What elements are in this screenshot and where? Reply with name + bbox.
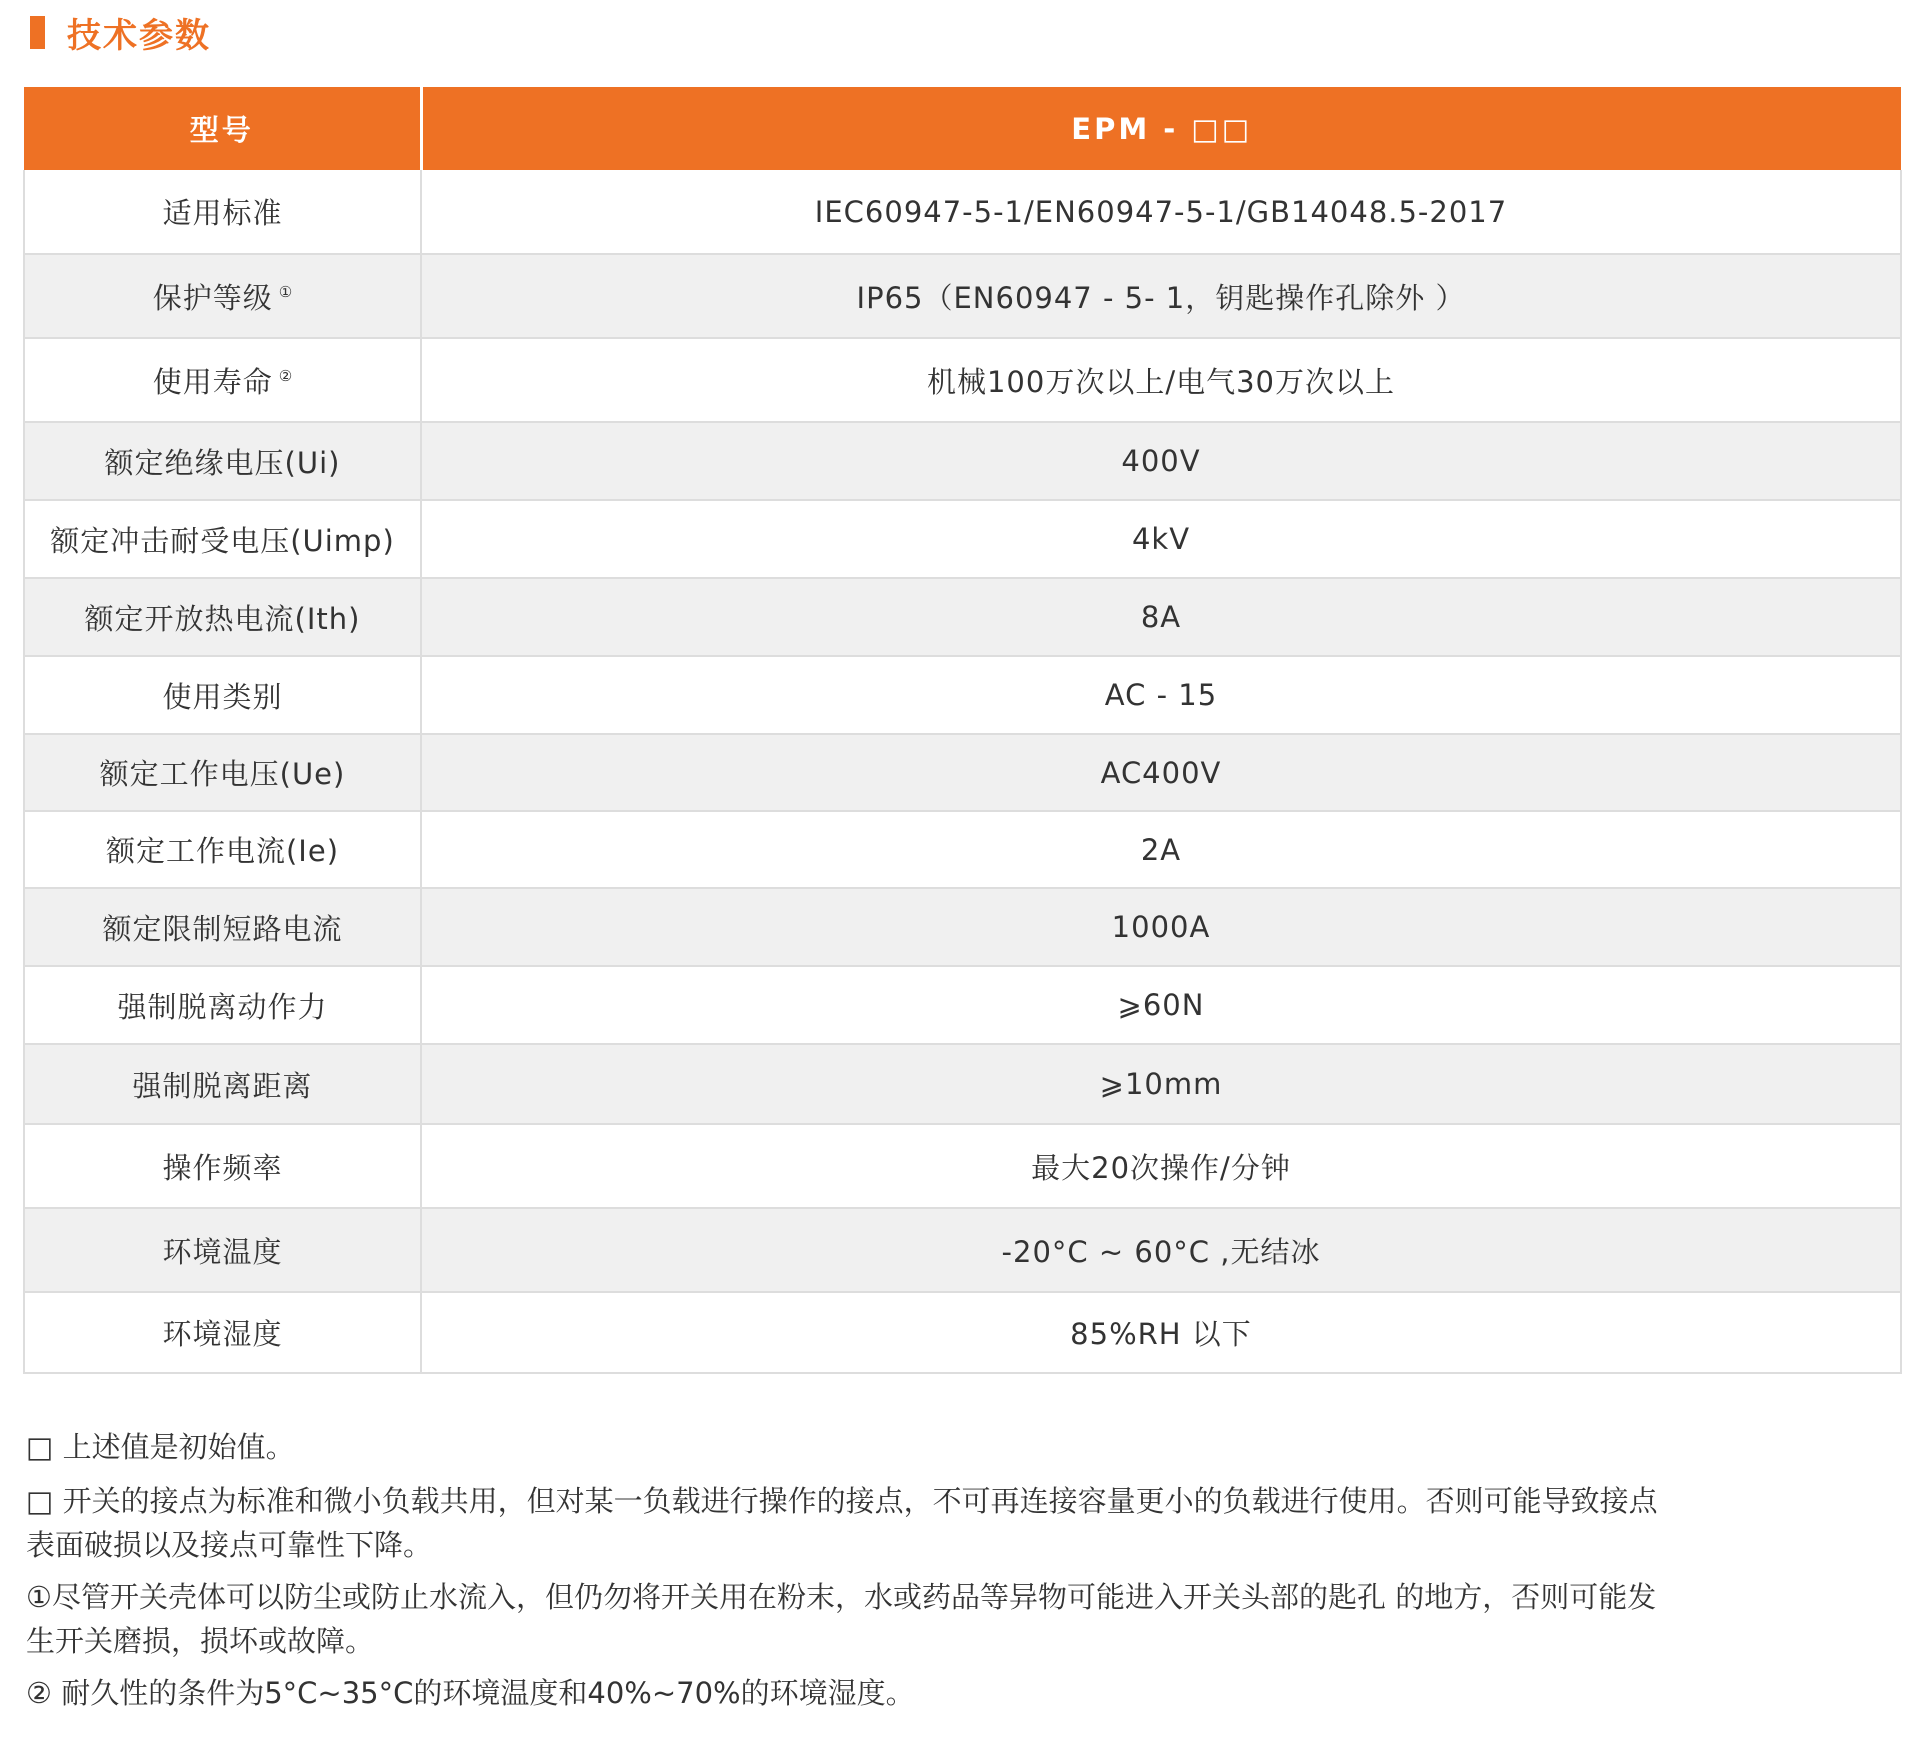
table-row [24, 578, 1901, 656]
table-row [24, 656, 1901, 734]
table-row [24, 500, 1901, 578]
table-row [24, 338, 1901, 422]
param-value: 2A [421, 811, 1901, 888]
param-value: 400V [421, 422, 1901, 500]
param-value: IEC60947-5-1/EN60947-5-1/GB14048.5-2017 [421, 170, 1901, 254]
param-label-text: 额定工作电压(Ue) [99, 757, 346, 791]
param-label [24, 1124, 421, 1208]
param-label [24, 1208, 421, 1292]
param-label [24, 1044, 421, 1124]
table-row [24, 734, 1901, 811]
param-label-text: 环境湿度 [162, 1317, 283, 1351]
param-label [24, 966, 421, 1044]
table-row [24, 888, 1901, 966]
note-durability: ② 耐久性的条件为5°C~35°C的环境温度和40%~70%的环境湿度。 [26, 1676, 915, 1710]
header-model: EPM - □□ [421, 87, 1901, 170]
param-label [24, 734, 421, 811]
note-contact-load: □ 开关的接点为标准和微小负载共用，但对某一负载进行操作的接点，不可再连接容量更小的负载进行使用。否则可能导致接点表面破损以及接点可靠性下降。 [26, 1484, 1658, 1562]
table-row [24, 811, 1901, 888]
param-value: 最大20次操作/分钟 [421, 1124, 1901, 1208]
spec-table-body [24, 170, 1901, 1373]
param-label-text: 保护等级 [152, 280, 273, 315]
section-title-text: 技术参数 [67, 15, 211, 56]
param-label-text: 使用类别 [162, 679, 283, 714]
param-label [24, 811, 421, 888]
table-row [24, 170, 1901, 254]
param-value: ⩾60N [421, 966, 1901, 1044]
table-row [24, 422, 1901, 500]
param-value: 4kV [421, 500, 1901, 578]
param-label [24, 888, 421, 966]
table-row [24, 1044, 1901, 1124]
param-value: 1000A [421, 888, 1901, 966]
param-value: 85%RH 以下 [421, 1292, 1901, 1373]
param-value: IP65（EN60947 - 5- 1，钥匙操作孔除外 ） [421, 254, 1901, 338]
table-row [24, 966, 1901, 1044]
param-label [24, 338, 421, 422]
spec-table [23, 87, 1902, 1374]
footnote-mark: ② [278, 366, 293, 385]
param-label-text: 使用寿命 [152, 364, 273, 399]
param-label [24, 254, 421, 338]
param-value: AC400V [421, 734, 1901, 811]
table-row [24, 1208, 1901, 1292]
param-label-text: 额定冲击耐受电压(Uimp) [50, 523, 395, 558]
param-value: 机械100万次以上/电气30万次以上 [421, 338, 1901, 422]
section-title [30, 10, 211, 54]
param-label [24, 578, 421, 656]
param-label-text: 强制脱离距离 [132, 1068, 313, 1103]
param-label [24, 656, 421, 734]
param-label-text: 适用标准 [162, 196, 283, 230]
param-label-text: 环境温度 [162, 1234, 283, 1269]
notes [26, 1425, 1666, 1725]
param-label [24, 1292, 421, 1373]
header-label: 型号 [24, 87, 421, 170]
footnote-mark: ① [278, 282, 293, 301]
note-protection: ①尽管开关壳体可以防尘或防止水流入，但仍勿将开关用在粉末，水或药品等异物可能进入开关头部的匙孔 的地方，否则可能发生开关磨损，损坏或故障。 [26, 1580, 1657, 1658]
param-label [24, 422, 421, 500]
param-label [24, 500, 421, 578]
param-value: ⩾10mm [421, 1044, 1901, 1124]
table-row [24, 1124, 1901, 1208]
param-label-text: 额定开放热电流(Ith) [84, 601, 361, 636]
note-initial-values: □ 上述值是初始值。 [26, 1430, 295, 1464]
param-value: AC - 15 [421, 656, 1901, 734]
table-row [24, 1292, 1901, 1373]
param-label [24, 170, 421, 254]
param-label-text: 额定绝缘电压(Ui) [104, 445, 341, 480]
param-value: 8A [421, 578, 1901, 656]
title-accent-bar [30, 16, 45, 49]
param-label-text: 额定工作电流(Ie) [105, 834, 340, 868]
param-label-text: 额定限制短路电流 [102, 911, 343, 946]
table-row [24, 254, 1901, 338]
param-label-text: 强制脱离动作力 [117, 989, 328, 1024]
param-label-text: 操作频率 [162, 1150, 283, 1185]
table-header-row [24, 87, 1901, 170]
param-value: -20°C ~ 60°C ,无结冰 [421, 1208, 1901, 1292]
